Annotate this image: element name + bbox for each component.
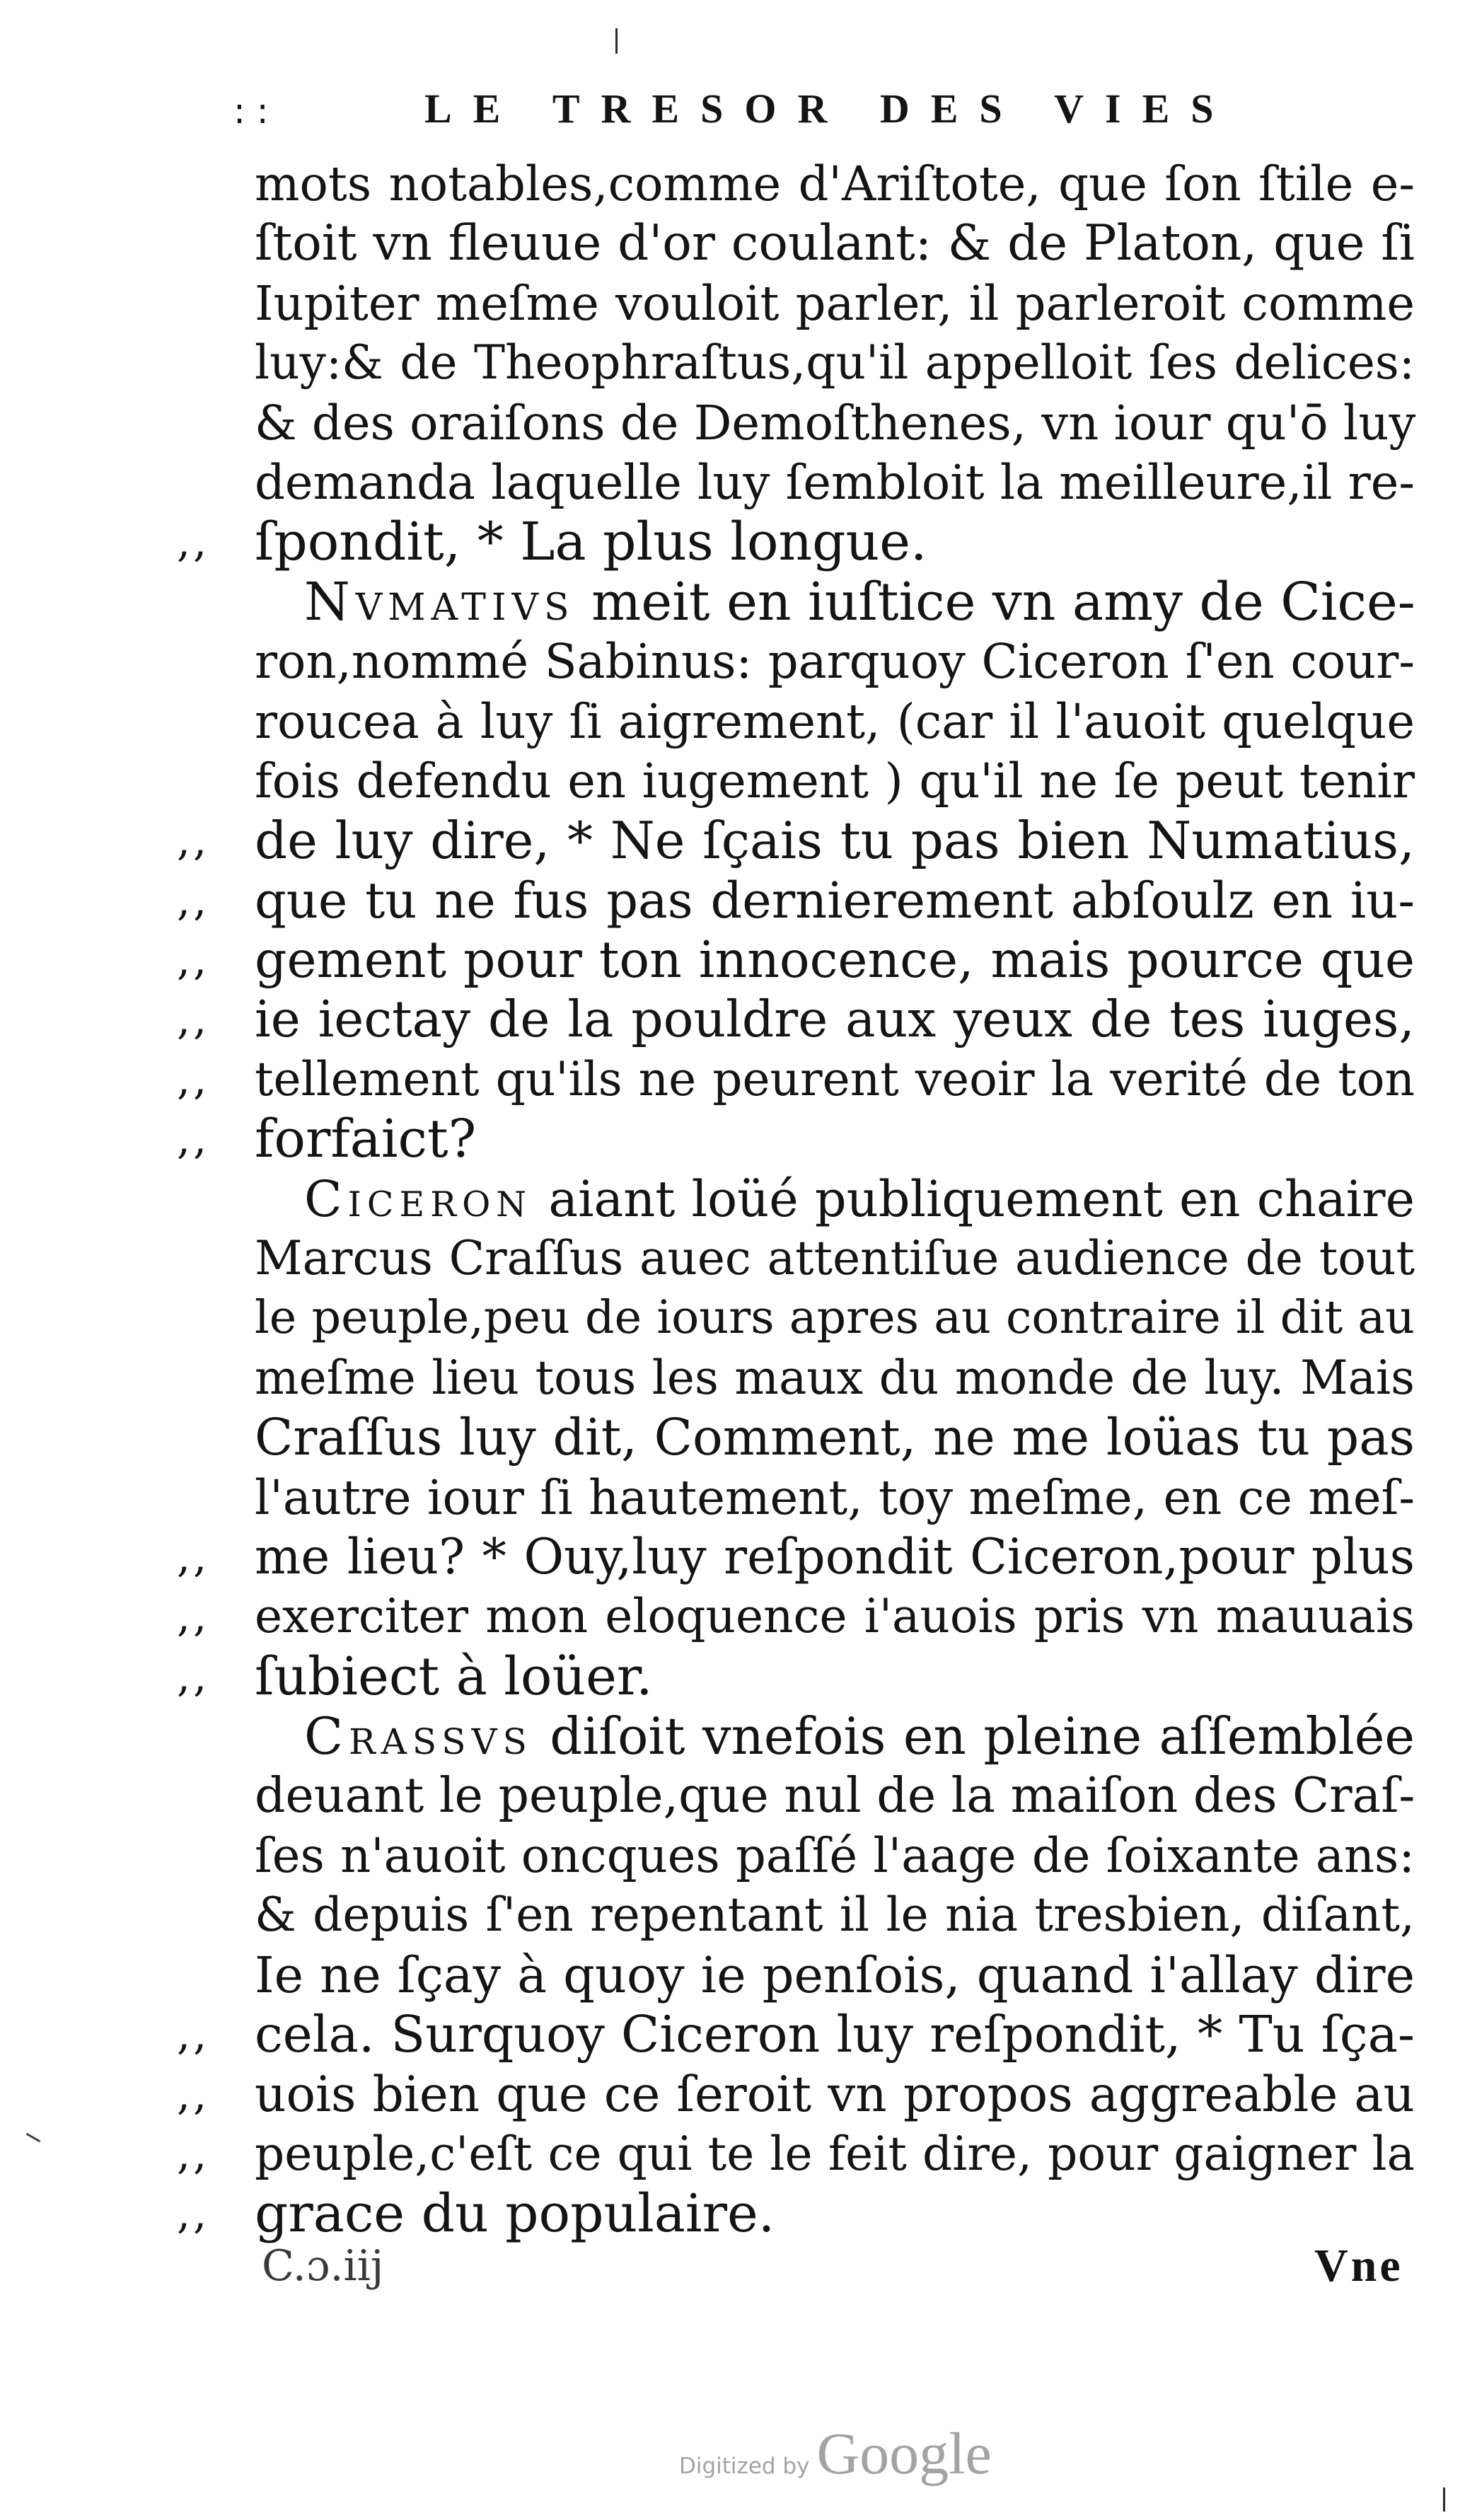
- text-line: [255, 393, 1415, 453]
- gutter-mark-top: [615, 28, 618, 54]
- quotation-marker: ,,: [177, 1114, 210, 1164]
- text-line: [255, 692, 1415, 751]
- text-line: [255, 154, 1415, 214]
- line-text: grace du populaire.: [255, 2183, 775, 2245]
- running-head: LE TRESOR DES VIES: [424, 86, 1235, 132]
- line-text: ſes n'auoit oncques paſſé l'aage de ſoixante ans:: [255, 1827, 1415, 1883]
- text-line: [255, 1288, 1415, 1348]
- quotation-marker: ,,: [177, 1532, 210, 1582]
- line-text: Marcus Craſſus auec attentiſue audience de tout: [255, 1231, 1415, 1286]
- text-line: [177, 930, 1415, 990]
- line-text: luy:& de Theophraſtus,qu'il appelloit ſes delices:: [255, 335, 1415, 391]
- text-line: [255, 333, 1415, 393]
- line-text: cela. Surquoy Ciceron luy reſpondit, * Tu ſça-: [255, 2005, 1415, 2064]
- text-line: [255, 1468, 1415, 1527]
- text-line: [177, 1646, 1415, 1707]
- line-text: peuple,c'eſt ce qui te le feit dire, pour gaigner la: [255, 2126, 1415, 2181]
- text-line: [255, 1348, 1415, 1408]
- line-text: le peuple,peu de iours apres au contraire il dit au: [255, 1291, 1415, 1345]
- paragraph-lead-name: Ciceron: [304, 1169, 533, 1228]
- line-text: ie iectay de la pouldre aux yeux de tes iuges,: [255, 990, 1415, 1049]
- quotation-marker: ,,: [177, 2069, 210, 2120]
- quotation-marker: ,,: [177, 1592, 210, 1642]
- line-text: aiant loüé publiquement en chaire: [532, 1169, 1415, 1228]
- line-text: & des oraiſons de Demoſthenes, vn iour qu'ō luy: [255, 395, 1416, 451]
- text-line: [255, 1169, 1415, 1229]
- quotation-marker: ,,: [177, 816, 210, 866]
- quotation-marker: ,,: [177, 2189, 210, 2239]
- line-text: de luy dire, * Ne ſçais tu pas bien Numatius,: [255, 811, 1415, 871]
- quotation-marker: ,,: [177, 1651, 210, 1701]
- line-text: que tu ne fus pas dernierement abſoulz en iu-: [255, 871, 1415, 930]
- line-text: roucea à luy ſi aigrement, (car il l'auoit quelque: [255, 693, 1415, 749]
- line-text: & depuis ſ'en repentant il le nia tresbien, diſant,: [255, 1888, 1415, 1943]
- text-line: [177, 811, 1415, 871]
- line-text: diſoit vnefois en pleine aſſemblée: [532, 1706, 1415, 1767]
- google-logo: Google: [816, 2421, 992, 2487]
- body-text: [177, 154, 1416, 2245]
- line-text: uois bien que ce ſeroit vn propos aggreable au: [255, 2066, 1415, 2123]
- catchword: Vne: [1314, 2240, 1403, 2291]
- line-text: fois defendu en iugement ) qu'il ne ſe peut tenir: [255, 753, 1415, 809]
- head-marks: : :: [233, 91, 269, 132]
- line-text: mots notables,comme d'Ariſtote, que ſon ſtile e-: [255, 156, 1415, 212]
- quotation-marker: ,,: [177, 2010, 210, 2060]
- line-text: ron,nommé Sabinus: parquoy Ciceron ſ'en cour-: [255, 634, 1415, 690]
- quotation-marker: ,,: [177, 1054, 210, 1104]
- line-text: Iupiter meſme vouloit parler, il parleroit comme: [255, 275, 1415, 331]
- paragraph-lead-name: Crassvs: [304, 1706, 533, 1767]
- text-line: [255, 632, 1415, 691]
- text-line: [177, 2125, 1415, 2184]
- text-line: [177, 1109, 1415, 1170]
- quotation-marker: ,,: [177, 935, 210, 986]
- text-line: [177, 1050, 1415, 1109]
- text-line: [255, 572, 1415, 632]
- line-text: Ie ne ſçay à quoy ie penſois, quand i'allay dire: [255, 1946, 1415, 2004]
- line-text: deuant le peuple,que nul de la maiſon des Craſ-: [255, 1767, 1415, 1824]
- text-line: [255, 1885, 1415, 1945]
- line-text: exerciter mon eloquence i'auois pris vn mauuais: [255, 1589, 1415, 1644]
- line-text: meit en iuſtice vn amy de Cice-: [574, 571, 1415, 632]
- line-text: gement pour ton innocence, mais pource que: [255, 930, 1415, 990]
- line-text: l'autre iour ſi hautement, toy meſme, en ce meſ-: [255, 1469, 1415, 1525]
- line-text: me lieu? * Ouy,luy reſpondit Ciceron,pour plus: [255, 1528, 1415, 1585]
- text-line: [255, 1826, 1415, 1885]
- quotation-marker: ,,: [177, 517, 210, 567]
- margin-tick: [26, 2133, 41, 2143]
- text-line: [255, 751, 1415, 811]
- quotation-marker: ,,: [177, 2129, 210, 2179]
- line-text: demanda laquelle luy ſembloit la meilleure,il re-: [255, 454, 1415, 510]
- text-line: [255, 274, 1415, 333]
- text-line: [255, 1408, 1415, 1467]
- text-line: [255, 1229, 1415, 1288]
- text-line: [177, 871, 1415, 930]
- text-line: [255, 1767, 1415, 1826]
- text-line: [177, 2005, 1415, 2064]
- digitization-watermark: [679, 2420, 992, 2488]
- text-line: [255, 214, 1415, 273]
- line-text: tellement qu'ils ne peurent veoir la verité de ton: [255, 1051, 1415, 1106]
- line-text: ſubiect à loüer.: [255, 1646, 653, 1707]
- paragraph-lead-name: Nvmativs: [304, 571, 575, 632]
- signature-mark: C.ɔ.iij: [262, 2241, 384, 2291]
- watermark-prefix: Digitized by: [679, 2453, 810, 2479]
- quotation-marker: ,,: [177, 995, 210, 1045]
- line-text: Craſſus luy dit, Comment, ne me loüas tu pas: [255, 1408, 1415, 1467]
- gutter-mark-bottom: [1443, 2487, 1445, 2512]
- text-line: [177, 511, 1415, 573]
- text-line: [255, 1946, 1415, 2005]
- line-text: forfaict?: [255, 1109, 477, 1170]
- text-line: [177, 2183, 1415, 2245]
- line-text: ſtoit vn fleuue d'or coulant: & de Platon, que ſi: [255, 215, 1415, 272]
- quotation-marker: ,,: [177, 875, 210, 925]
- text-line: [177, 1587, 1415, 1646]
- line-text: ſpondit, * La plus longue.: [255, 511, 927, 573]
- text-line: [177, 1527, 1415, 1587]
- text-line: [177, 2065, 1415, 2125]
- text-line: [255, 1706, 1415, 1766]
- text-line: [177, 990, 1415, 1049]
- line-text: meſme lieu tous les maux du monde de luy. Mais: [255, 1350, 1415, 1405]
- text-line: [255, 453, 1415, 512]
